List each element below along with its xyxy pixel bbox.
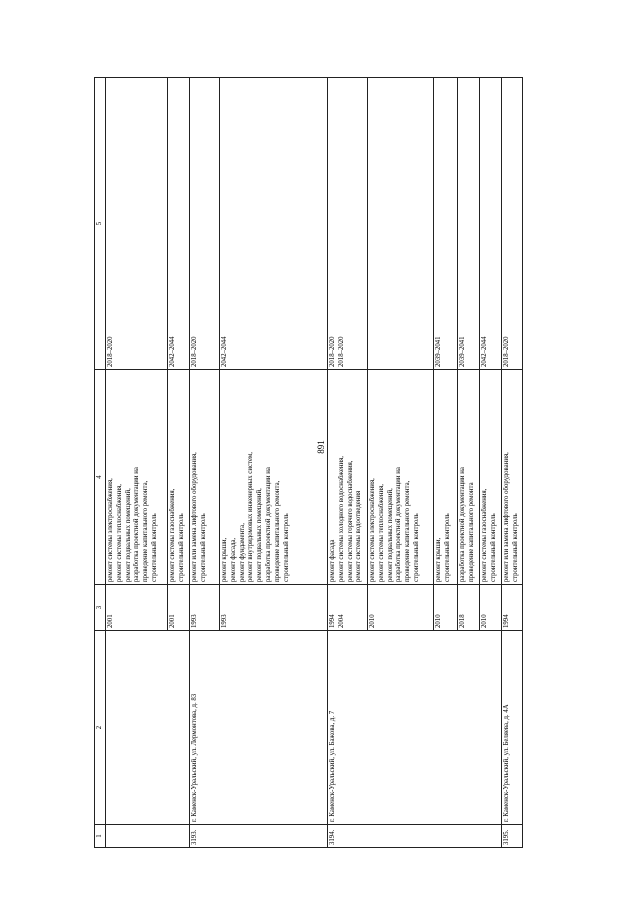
row-year: 2010	[480, 585, 502, 631]
header-col-5: 5	[95, 78, 106, 370]
row-year: 2010	[434, 585, 458, 631]
row-works: ремонт системы электроснабжения, ремонт системы теплоснабжения, ремонт подвальных помещений, разработка проектной документации на проведение капитального ремонта, строительный контроль	[368, 370, 434, 585]
row-works: ремонт или замена лифтового оборудования, строительный контроль	[190, 370, 220, 585]
table-row	[328, 78, 368, 848]
row-period: 2039–2041	[434, 78, 458, 370]
header-col-1: 1	[95, 825, 106, 848]
row-works: ремонт системы газоснабжения, строительный контроль	[480, 370, 502, 585]
row-period	[368, 78, 434, 370]
row-number	[106, 825, 190, 848]
row-address: г. Каменск-Уральский, ул. Лермонтова, д. 83	[190, 631, 328, 825]
row-period: 2018–2020 2018–2020	[328, 78, 368, 370]
page-number: 891	[316, 440, 326, 454]
row-address: г. Каменск-Уральский, ул. Беляева, д. 4А	[502, 631, 523, 825]
row-number: 3195.	[502, 825, 523, 848]
table-row	[502, 78, 523, 848]
table-row	[190, 78, 220, 848]
row-period: 2018–2020	[502, 78, 523, 370]
row-period: 2042–2044	[168, 78, 190, 370]
row-year: 2001	[106, 585, 168, 631]
row-number: 3194.	[328, 825, 502, 848]
row-period: 2018–2020	[190, 78, 220, 370]
header-col-2: 2	[95, 631, 106, 825]
row-year: 1994 2004	[328, 585, 368, 631]
capital-repair-table	[94, 77, 523, 848]
row-period: 2018–2020	[106, 78, 168, 370]
table-row	[106, 78, 168, 848]
header-col-3: 3	[95, 585, 106, 631]
row-period: 2042–2044	[480, 78, 502, 370]
row-works: разработка проектной документации на проведение капитального ремонта	[458, 370, 480, 585]
row-address	[106, 631, 190, 825]
row-works: ремонт системы газоснабжения, строительный контроль	[168, 370, 190, 585]
row-number: 3193.	[190, 825, 328, 848]
row-works: ремонт системы электроснабжения, ремонт системы теплоснабжения, ремонт подвальных помещений, разработка проектной документации на проведение капитального ремонта, строительный контроль	[106, 370, 168, 585]
row-works: ремонт или замена лифтового оборудования, строительный контроль	[502, 370, 523, 585]
rotated-table-sheet	[94, 78, 544, 848]
row-year: 1994	[502, 585, 523, 631]
row-works: ремонт фасада ремонт системы холодного водоснабжения, ремонт системы горячего водоснабжения, ремонт системы водоотведения	[328, 370, 368, 585]
row-year: 2010	[368, 585, 434, 631]
row-works: ремонт крыши, строительный контроль	[434, 370, 458, 585]
row-period: 2042–2044	[220, 78, 328, 370]
row-works: ремонт крыши, ремонт фасада, ремонт фундамента, ремонт внутридомовых инженерных систем, ремонт подвальных помещений, разработка проектной документации на проведение капитального ремонта, строительный контроль	[220, 370, 328, 585]
row-year: 2001	[168, 585, 190, 631]
header-row	[95, 78, 106, 848]
row-year: 1993	[190, 585, 220, 631]
row-year: 2018	[458, 585, 480, 631]
header-col-4: 4	[95, 370, 106, 585]
row-year: 1993	[220, 585, 328, 631]
row-address: г. Каменск-Уральский, ул. Бажова, д. 7	[328, 631, 502, 825]
row-period: 2039–2041	[458, 78, 480, 370]
